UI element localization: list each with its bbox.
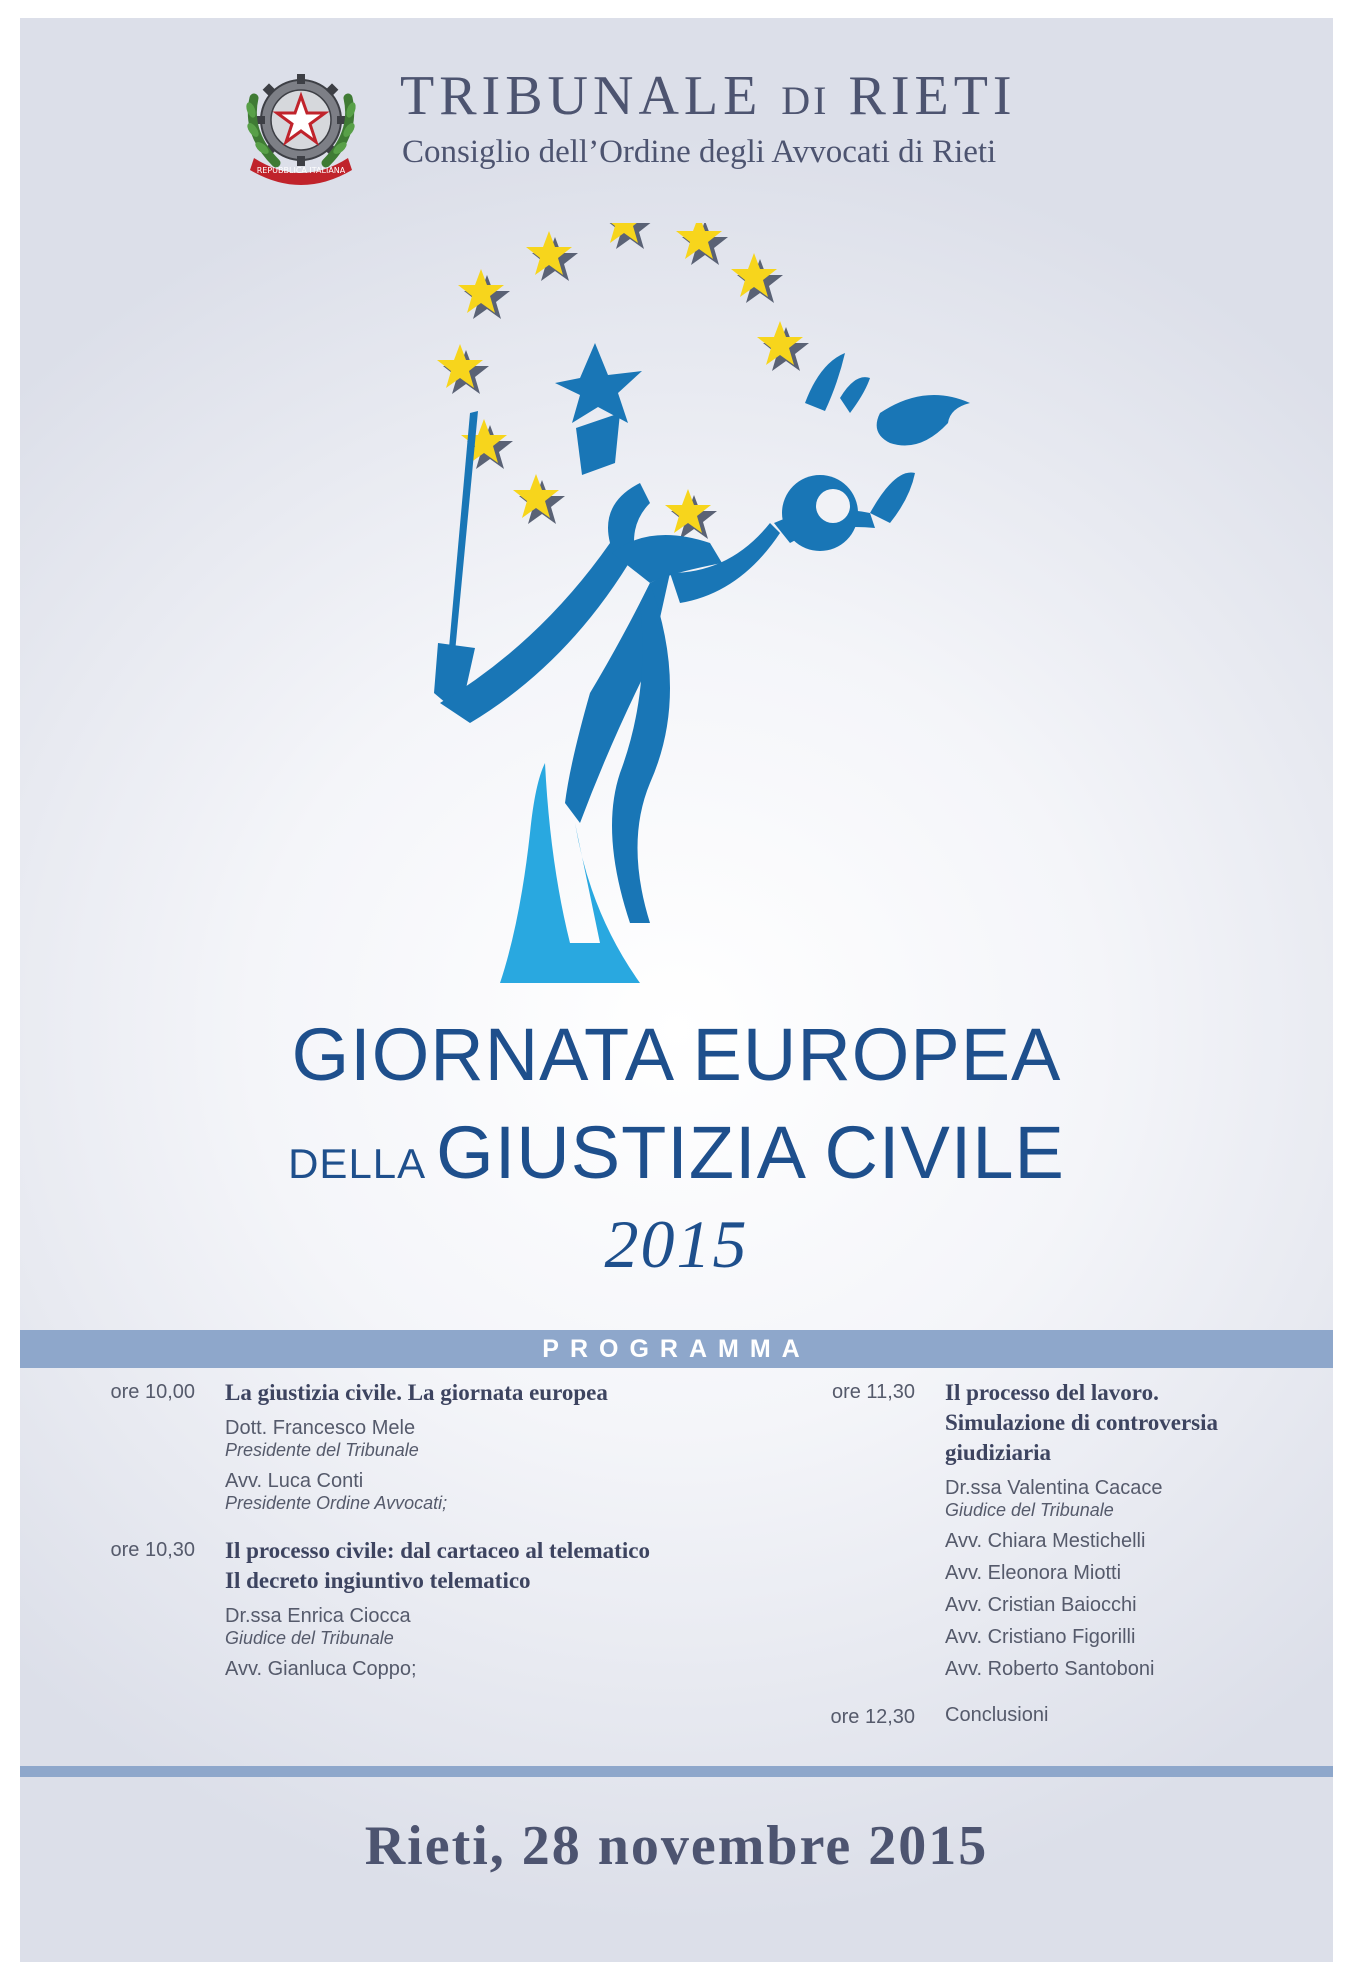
- program-heading: PROGRAMMA: [542, 1335, 811, 1363]
- slot-title: Il processo civile: dal cartaceo al telematico: [225, 1538, 650, 1563]
- speaker-name: Dott. Francesco Mele: [225, 1417, 416, 1439]
- speaker: [945, 1529, 1320, 1553]
- slot-time: ore 10,00: [110, 1381, 195, 1403]
- speaker: [225, 1416, 700, 1461]
- speaker-role: Giudice del Tribunale: [225, 1628, 394, 1648]
- speaker-role: Giudice del Tribunale: [945, 1500, 1114, 1520]
- slot-body: [945, 1378, 1320, 1681]
- program-slot: [800, 1378, 1320, 1681]
- emblem-text: REPUBBLICA ITALIANA: [256, 166, 346, 175]
- speaker: [945, 1625, 1320, 1649]
- speaker: [225, 1469, 700, 1514]
- speaker: [945, 1593, 1320, 1617]
- court-title-city: RIETI: [848, 65, 1017, 127]
- speaker: [945, 1657, 1320, 1681]
- place-date: Rieti, 28 novembre 2015: [364, 1815, 989, 1877]
- program-heading-bar: [20, 1330, 1333, 1368]
- court-title-di: DI: [781, 78, 830, 123]
- bottom-divider: [20, 1766, 1333, 1777]
- program-column-right: [800, 1378, 1320, 1749]
- slot-title: giudiziaria: [945, 1440, 1052, 1465]
- slot-body: [225, 1378, 700, 1514]
- slot-title: La giustizia civile. La giornata europea: [225, 1380, 608, 1405]
- speaker: [945, 1703, 1320, 1727]
- justice-figure-logo: [350, 223, 1130, 1053]
- speaker: [945, 1476, 1320, 1521]
- speaker: [225, 1604, 700, 1649]
- slot-title: Simulazione di controversia: [945, 1410, 1219, 1435]
- speaker-role: Presidente del Tribunale: [225, 1440, 419, 1460]
- slot-body: [945, 1703, 1320, 1727]
- slot-title: Il processo del lavoro.: [945, 1380, 1159, 1405]
- speaker: [225, 1657, 700, 1681]
- speaker-name: Avv. Luca Conti: [225, 1470, 364, 1492]
- bar-council-subtitle: Consiglio dell’Ordine degli Avvocati di Rieti: [402, 134, 997, 170]
- speaker-name: Dr.ssa Valentina Cacace: [945, 1477, 1163, 1499]
- slot-title: Il decreto ingiuntivo telematico: [225, 1568, 531, 1593]
- poster: [20, 18, 1333, 1962]
- speaker-name: Avv. Cristiano Figorilli: [945, 1626, 1136, 1648]
- speaker-name: Avv. Gianluca Coppo;: [225, 1658, 417, 1680]
- event-title-della: DELLA: [288, 1140, 427, 1187]
- speaker-name: Avv. Chiara Mestichelli: [945, 1530, 1146, 1552]
- speaker-role: Presidente Ordine Avvocati;: [225, 1493, 448, 1513]
- italian-republic-emblem-icon: [236, 58, 366, 188]
- speaker-name: Conclusioni: [945, 1704, 1049, 1726]
- program-slot: [800, 1703, 1320, 1727]
- speaker-name: Avv. Roberto Santoboni: [945, 1658, 1155, 1680]
- speaker: [945, 1561, 1320, 1585]
- program-slot: [80, 1378, 700, 1514]
- speaker-name: Avv. Eleonora Miotti: [945, 1562, 1122, 1584]
- court-title-main: TRIBUNALE: [400, 65, 763, 127]
- court-title: [400, 65, 1017, 127]
- event-year: 2015: [604, 1206, 749, 1282]
- speaker-name: Dr.ssa Enrica Ciocca: [225, 1605, 411, 1627]
- event-title-line2: [20, 1111, 1333, 1194]
- slot-time: ore 12,30: [830, 1706, 915, 1728]
- program-column-left: [80, 1378, 700, 1703]
- event-title-line1: GIORNATA EUROPEA: [291, 1013, 1062, 1096]
- event-title-main: GIUSTIZIA CIVILE: [436, 1111, 1065, 1194]
- slot-time: ore 11,30: [831, 1381, 915, 1403]
- speaker-name: Avv. Cristian Baiocchi: [945, 1594, 1137, 1616]
- slot-body: [225, 1536, 700, 1681]
- slot-time: ore 10,30: [110, 1539, 195, 1561]
- program-slot: [80, 1536, 700, 1681]
